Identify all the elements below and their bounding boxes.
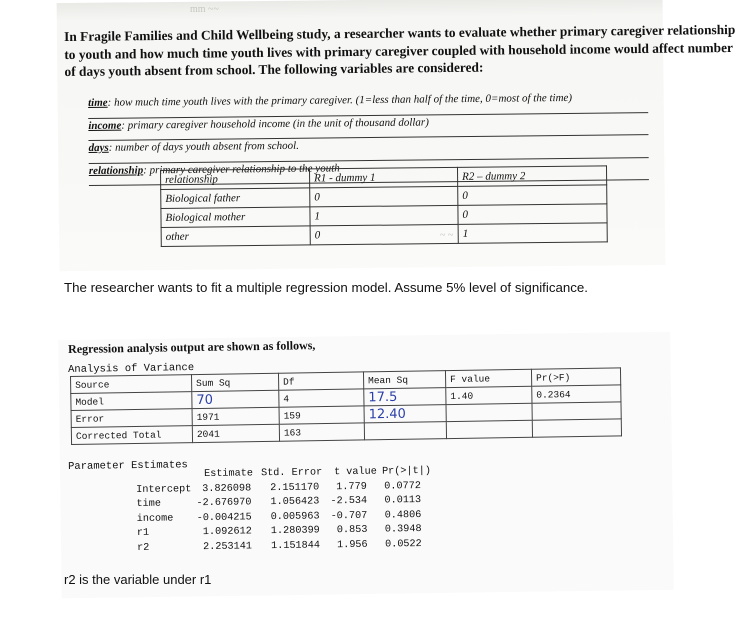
problem-line-1: In Fragile Families and Child Wellbeing study, a researcher wants to evaluate whether primary caregiver relationship [64,21,736,44]
table-cell [364,422,446,440]
table-cell: Model [71,392,192,411]
dummy-coding-table [160,165,608,247]
table-cell: 2041 [192,424,279,442]
term-cell: time [136,498,162,510]
variable-name: relationship [88,163,144,177]
header-cell: Pr(>|t|) [381,465,432,478]
table-cell [532,402,621,420]
header-cell: t value [333,466,377,479]
header-cell: Estimate [203,468,254,481]
header-cell: Source [71,375,192,394]
table-cell: 1971 [192,407,279,425]
table-cell [532,419,621,437]
table-cell: 1.956 [336,539,368,551]
regression-heading: Regression analysis output are shown as follows, [68,338,316,356]
param-header-row [136,465,432,485]
term-cell: r1 [136,527,150,539]
table-row [137,538,422,557]
anova-title: Analysis of Variance [68,362,195,376]
table-cell: 4 [279,389,364,407]
table-cell: 163 [279,423,364,441]
parameter-estimates-table [136,465,432,557]
header-cell: relationship [161,169,310,190]
table-cell: -2.534 [330,495,368,508]
header-cell: Sum Sq [191,373,278,391]
table-cell: 0.4806 [384,509,422,522]
header-cell: Pr(>F) [531,368,620,386]
table-cell: -2.676970 [196,497,252,510]
table-cell: 1.151844 [270,539,321,552]
table-cell: -0.004215 [196,511,252,524]
table-cell: 1.40 [446,386,532,404]
table-cell: 0.0113 [384,495,422,507]
table-cell: 0 [310,186,458,207]
header-cell: F value [445,369,531,387]
table-row [136,495,422,514]
table-cell: 2.253141 [203,540,253,553]
table-cell: Error [71,409,192,428]
footnote-text: r2 is the variable under r1 [64,572,212,587]
table-cell: other [161,226,310,247]
question-text: The researcher wants to fit a multiple regression model. Assume 5% level of significance. [64,280,588,295]
problem-line-3: of days youth absent from school. The following variables are considered: [64,59,484,79]
variable-name: income [88,119,122,132]
variable-name: time [88,96,108,109]
table-cell: 1.779 [336,481,367,493]
table-cell: -0.707 [330,510,368,522]
table-cell: 0.3948 [384,524,422,536]
table-cell: 0.0522 [384,538,422,551]
table-cell [446,403,532,421]
table-cell: Biological mother [161,207,310,228]
table-cell: 1.280399 [270,525,320,538]
table-cell: 1.056423 [270,496,320,509]
table-cell: 1.092612 [202,526,252,539]
table-cell: 0.0772 [384,480,422,493]
table-row [136,509,422,528]
table-row [136,524,422,543]
bleed-through-text: mm ~~ [190,4,219,15]
term-cell: r2 [137,542,150,554]
anova-table [70,367,622,445]
term-cell: Intercept [136,483,192,496]
problem-line-2: to youth and how much time youth lives with primary caregiver coupled with household income would affect number [64,39,734,62]
variable-desc: : number of days youth absent from school. [108,139,300,154]
table-cell: 0 [458,204,607,225]
table-cell: 1 [458,223,607,244]
problem-statement [64,21,736,81]
variable-desc: : primary caregiver household income (in the unit of thousand dollar) [121,115,429,132]
variable-desc: : primary caregiver relationship to the youth [143,161,340,176]
handwritten-cell: 17.5 [364,388,446,406]
header-cell: Std. Error [260,467,323,480]
term-cell: income [136,512,174,525]
variable-name: days [88,141,109,154]
table-cell: 0 [310,224,458,245]
header-cell: R2 – dummy 2 [457,166,606,187]
table-cell: 0 [458,185,607,206]
table-cell: 3.826098 [202,482,252,495]
parameter-estimates-title: Parameter Estimates [68,459,188,473]
header-cell: Df [278,372,363,390]
table-cell: Corrected Total [71,426,192,445]
handwritten-cell: 70 [192,390,279,408]
table-cell: 1 [310,205,458,226]
table-cell [446,420,532,438]
table-cell: Biological father [161,188,310,209]
handwritten-cell: 12.40 [364,405,446,423]
bleed-through-text-2: ~ ~ [440,230,454,241]
header-cell: Mean Sq [363,371,445,389]
table-cell: 0.2364 [532,385,621,403]
table-row [136,480,422,499]
variable-desc: : how much time youth lives with the primary caregiver. (1=less than half of the time, 0=most of the time) [107,91,573,109]
table-row [161,223,607,247]
table-cell: 0.853 [336,524,368,537]
table-cell: 0.005963 [270,510,320,523]
table-cell: 2.151170 [270,481,320,494]
header-cell: R1 - dummy 1 [309,167,457,188]
table-cell: 159 [279,406,364,424]
